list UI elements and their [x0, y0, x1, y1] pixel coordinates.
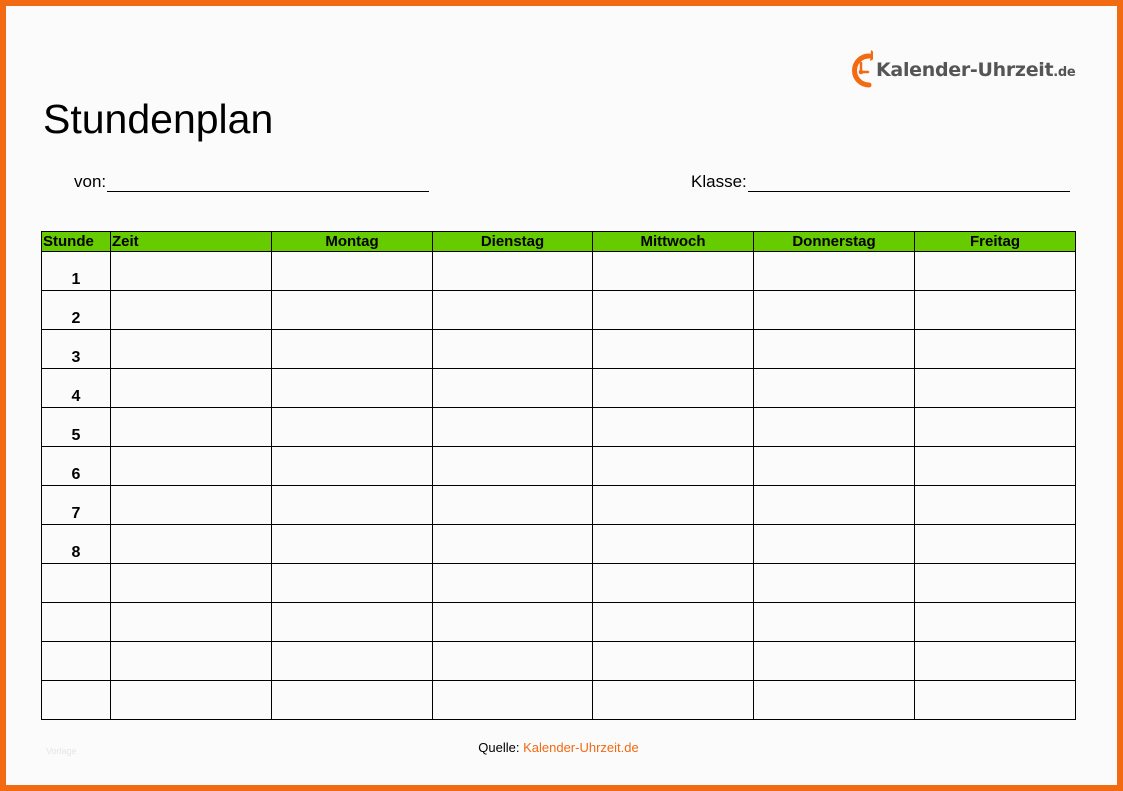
lesson-number: 8 [42, 525, 111, 564]
schedule-cell[interactable] [754, 525, 915, 564]
table-row [42, 252, 1076, 291]
clock-arrow-icon [849, 47, 873, 93]
schedule-cell[interactable] [754, 291, 915, 330]
logo-name: Kalender-Uhrzeit [876, 59, 1054, 81]
schedule-cell[interactable] [915, 603, 1076, 642]
schedule-cell[interactable] [272, 603, 433, 642]
schedule-cell[interactable] [433, 525, 593, 564]
column-header: Donnerstag [754, 232, 915, 252]
schedule-cell[interactable] [915, 330, 1076, 369]
schedule-cell[interactable] [754, 330, 915, 369]
schedule-cell[interactable] [111, 525, 272, 564]
schedule-cell[interactable] [433, 642, 593, 681]
lesson-number: 4 [42, 369, 111, 408]
schedule-cell[interactable] [754, 486, 915, 525]
schedule-cell[interactable] [593, 408, 754, 447]
logo-tld: .de [1053, 65, 1076, 80]
schedule-cell[interactable] [754, 603, 915, 642]
table-row [42, 642, 1076, 681]
schedule-cell[interactable] [272, 330, 433, 369]
schedule-cell[interactable] [915, 525, 1076, 564]
schedule-cell[interactable] [272, 564, 433, 603]
schedule-cell[interactable] [915, 369, 1076, 408]
klasse-label: Klasse: [691, 172, 747, 191]
schedule-cell[interactable] [593, 330, 754, 369]
table-row [42, 369, 1076, 408]
von-label: von: [74, 172, 107, 191]
schedule-cell[interactable] [111, 642, 272, 681]
column-header: Montag [272, 232, 433, 252]
page-title: Stundenplan [43, 96, 274, 142]
schedule-cell[interactable] [915, 564, 1076, 603]
schedule-cell[interactable] [915, 486, 1076, 525]
schedule-cell[interactable] [593, 642, 754, 681]
schedule-cell[interactable] [433, 369, 593, 408]
schedule-cell[interactable] [433, 603, 593, 642]
schedule-cell[interactable] [272, 252, 433, 291]
von-input-line[interactable] [107, 172, 429, 192]
schedule-cell[interactable] [754, 447, 915, 486]
schedule-cell[interactable] [915, 447, 1076, 486]
schedule-cell[interactable] [272, 525, 433, 564]
schedule-cell[interactable] [433, 252, 593, 291]
lesson-number: 7 [42, 486, 111, 525]
schedule-cell[interactable] [272, 408, 433, 447]
schedule-cell[interactable] [754, 642, 915, 681]
schedule-cell[interactable] [111, 564, 272, 603]
schedule-cell[interactable] [272, 447, 433, 486]
schedule-cell[interactable] [593, 525, 754, 564]
schedule-cell[interactable] [111, 369, 272, 408]
schedule-cell[interactable] [593, 291, 754, 330]
column-header: Dienstag [433, 232, 593, 252]
lesson-number: 1 [42, 252, 111, 291]
schedule-cell[interactable] [593, 447, 754, 486]
column-header: Freitag [915, 232, 1076, 252]
table-row [42, 681, 1076, 720]
schedule-cell[interactable] [915, 408, 1076, 447]
schedule-cell[interactable] [593, 369, 754, 408]
schedule-cell[interactable] [433, 564, 593, 603]
lesson-number [42, 564, 111, 603]
source-credit [6, 740, 1111, 755]
table-row [42, 408, 1076, 447]
schedule-cell[interactable] [433, 291, 593, 330]
table-row [42, 291, 1076, 330]
schedule-cell[interactable] [111, 330, 272, 369]
schedule-cell[interactable] [433, 408, 593, 447]
schedule-cell[interactable] [111, 447, 272, 486]
schedule-cell[interactable] [272, 642, 433, 681]
schedule-cell[interactable] [754, 252, 915, 291]
lesson-number: 5 [42, 408, 111, 447]
schedule-cell[interactable] [111, 252, 272, 291]
schedule-cell[interactable] [111, 486, 272, 525]
schedule-cell[interactable] [433, 486, 593, 525]
lesson-number: 3 [42, 330, 111, 369]
lesson-number [42, 681, 111, 720]
schedule-cell[interactable] [272, 369, 433, 408]
table-row [42, 564, 1076, 603]
schedule-cell[interactable] [111, 603, 272, 642]
schedule-cell[interactable] [593, 486, 754, 525]
lesson-number: 2 [42, 291, 111, 330]
schedule-cell[interactable] [754, 564, 915, 603]
column-header: Mittwoch [593, 232, 754, 252]
column-header: Zeit [111, 232, 272, 252]
lesson-number [42, 642, 111, 681]
table-header-row [42, 232, 1076, 252]
schedule-cell[interactable] [915, 642, 1076, 681]
schedule-cell[interactable] [754, 408, 915, 447]
source-label: Quelle: [478, 740, 520, 755]
schedule-cell[interactable] [915, 291, 1076, 330]
lesson-number [42, 603, 111, 642]
table-row [42, 486, 1076, 525]
schedule-cell[interactable] [272, 681, 433, 720]
schedule-cell[interactable] [111, 291, 272, 330]
column-header: Stunde [42, 232, 111, 252]
brand-logo[interactable] [849, 47, 1075, 93]
watermark: Vorlage [46, 746, 77, 756]
von-field [74, 168, 429, 192]
schedule-cell[interactable] [272, 486, 433, 525]
schedule-cell[interactable] [111, 408, 272, 447]
schedule-cell[interactable] [593, 252, 754, 291]
timetable [41, 231, 1076, 720]
table-row [42, 603, 1076, 642]
schedule-cell[interactable] [593, 603, 754, 642]
source-link[interactable]: Kalender-Uhrzeit.de [523, 740, 639, 755]
table-row [42, 447, 1076, 486]
schedule-cell[interactable] [433, 447, 593, 486]
schedule-cell[interactable] [593, 564, 754, 603]
schedule-cell[interactable] [593, 681, 754, 720]
schedule-cell[interactable] [272, 291, 433, 330]
schedule-cell[interactable] [754, 681, 915, 720]
table-row [42, 330, 1076, 369]
lesson-number: 6 [42, 447, 111, 486]
logo-wordmark [876, 59, 1075, 81]
schedule-cell[interactable] [915, 681, 1076, 720]
table-body [42, 252, 1076, 720]
klasse-field [691, 168, 1070, 192]
schedule-cell[interactable] [754, 369, 915, 408]
table-row [42, 525, 1076, 564]
schedule-cell[interactable] [433, 330, 593, 369]
schedule-cell[interactable] [111, 681, 272, 720]
klasse-input-line[interactable] [748, 172, 1070, 192]
schedule-cell[interactable] [915, 252, 1076, 291]
schedule-cell[interactable] [433, 681, 593, 720]
